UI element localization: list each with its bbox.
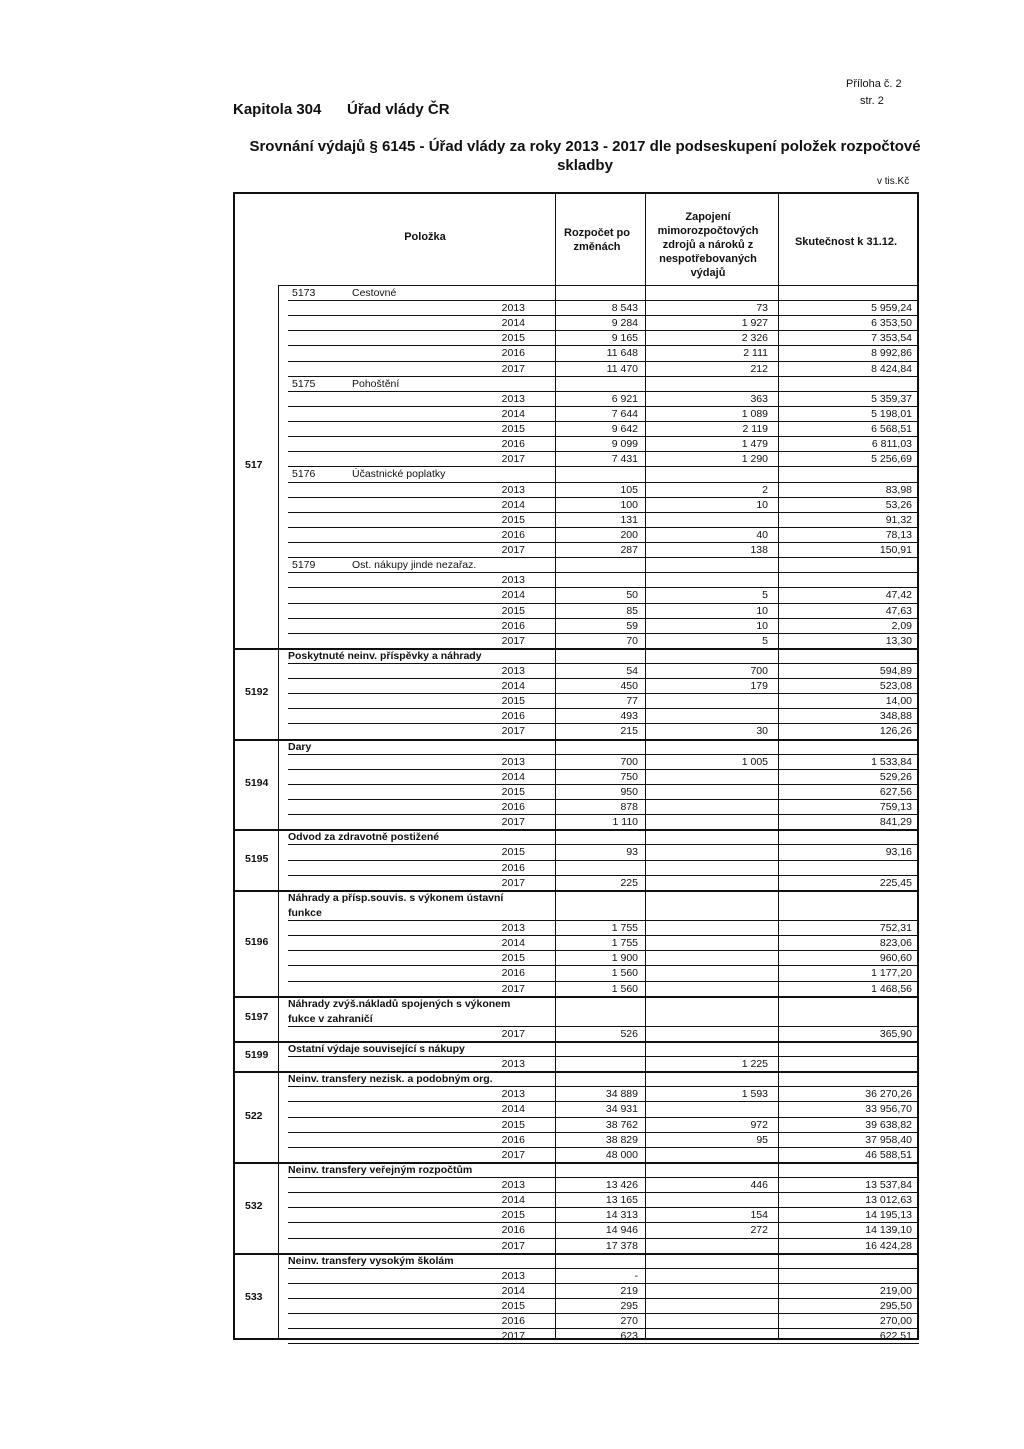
column-header-item: Položka: [404, 231, 446, 243]
actual-cell: 13,30: [885, 634, 912, 647]
year-cell: 2013: [501, 392, 525, 405]
year-cell: 2016: [501, 1133, 525, 1146]
budget-cell: 7 644: [611, 407, 638, 420]
item-name-continued: funkce: [288, 906, 322, 919]
actual-cell: 8 424,84: [871, 362, 912, 375]
year-cell: 2014: [501, 1103, 525, 1116]
year-cell: 2016: [501, 710, 525, 723]
year-cell: 2016: [501, 1315, 525, 1328]
extra-sources-cell: 212: [750, 362, 768, 375]
year-cell: 2016: [501, 1224, 525, 1237]
year-cell: 2015: [501, 952, 525, 965]
budget-cell: 70: [626, 634, 638, 647]
budget-cell: 1 110: [612, 816, 638, 829]
group-code: 532: [245, 1200, 263, 1213]
budget-cell: 38 829: [605, 1133, 638, 1146]
actual-cell: 295,50: [879, 1300, 912, 1313]
group-code: 517: [245, 459, 263, 472]
year-cell: 2016: [501, 438, 525, 451]
item-code: 5175: [292, 377, 316, 390]
budget-cell: 9 165: [611, 332, 638, 345]
year-cell: 2013: [501, 483, 525, 496]
year-cell: 2013: [501, 302, 525, 315]
budget-cell: 14 313: [605, 1209, 638, 1222]
actual-cell: 752,31: [879, 922, 912, 935]
budget-cell: 623: [620, 1330, 638, 1343]
budget-cell: 526: [620, 1027, 638, 1040]
budget-cell: 1 560: [611, 967, 638, 980]
actual-cell: 33 956,70: [865, 1103, 912, 1116]
budget-cell: 14 946: [605, 1224, 638, 1237]
extra-sources-cell: 446: [750, 1179, 768, 1192]
actual-cell: 126,26: [879, 725, 912, 738]
actual-cell: 83,98: [885, 483, 912, 496]
extra-sources-cell: 1 479: [741, 438, 768, 451]
item-code: 5173: [292, 287, 316, 299]
year-cell: 2017: [501, 1330, 525, 1343]
budget-cell: 750: [620, 770, 638, 783]
item-name: Náhrady a přísp.souvis. s výkonem ústavní: [288, 891, 504, 904]
extra-sources-cell: 10: [756, 604, 768, 617]
column-header-extra-sources: Zapojení mimorozpočtových zdrojů a nároků z nespotřebovaných výdajů: [657, 211, 759, 279]
group-column-divider: [278, 285, 279, 1340]
item-name: Dary: [288, 740, 312, 753]
year-cell: 2014: [501, 770, 525, 783]
group-divider: [233, 739, 919, 741]
group-code: 533: [245, 1291, 263, 1304]
actual-cell: 1 177,20: [871, 967, 912, 980]
year-cell: 2013: [501, 922, 525, 935]
extra-sources-cell: 138: [750, 544, 768, 557]
extra-sources-cell: 2 119: [742, 423, 768, 436]
actual-cell: 1 533,84: [871, 755, 912, 768]
actual-cell: 8 992,86: [871, 347, 912, 360]
budget-cell: 700: [620, 755, 638, 768]
extra-sources-cell: 154: [750, 1209, 768, 1222]
actual-cell: 91,32: [885, 513, 912, 526]
year-cell: 2017: [501, 1148, 525, 1161]
year-cell: 2014: [501, 317, 525, 330]
actual-cell: 2,09: [891, 619, 912, 632]
item-name: Neinv. transfery veřejným rozpočtům: [288, 1163, 473, 1176]
budget-cell: 1 900: [611, 952, 638, 965]
group-code: 5195: [245, 852, 269, 865]
budget-cell: 54: [626, 665, 638, 677]
actual-cell: 6 353,50: [871, 317, 912, 330]
budget-cell: 11 470: [606, 362, 638, 375]
actual-cell: 6 811,03: [871, 438, 912, 451]
actual-cell: 13 537,84: [865, 1179, 912, 1192]
year-cell: 2013: [501, 755, 525, 768]
actual-cell: 348,88: [879, 710, 912, 723]
budget-cell: 13 165: [605, 1194, 638, 1207]
item-code: 5179: [292, 559, 316, 572]
actual-cell: 46 588,51: [865, 1148, 912, 1161]
year-cell: 2014: [501, 680, 525, 693]
budget-cell: 8 543: [611, 302, 638, 315]
year-cell: 2017: [501, 634, 525, 647]
extra-sources-cell: 10: [756, 619, 768, 632]
column-header-actual: Skutečnost k 31.12.: [794, 236, 898, 248]
budget-cell: 950: [620, 785, 638, 798]
extra-sources-cell: 2 326: [741, 332, 768, 345]
budget-cell: 1 755: [611, 922, 638, 935]
year-cell: 2016: [501, 347, 525, 360]
budget-cell: 9 099: [611, 438, 638, 451]
budget-cell: 131: [620, 513, 638, 526]
year-cell: 2016: [501, 528, 525, 541]
actual-cell: 1 468,56: [871, 982, 912, 995]
year-cell: 2014: [501, 589, 525, 602]
actual-cell: 365,90: [879, 1027, 912, 1040]
budget-cell: 287: [620, 544, 638, 557]
year-cell: 2014: [501, 407, 525, 420]
budget-cell: 200: [620, 528, 638, 541]
actual-cell: 53,26: [885, 498, 912, 511]
year-cell: 2013: [501, 1269, 525, 1282]
year-cell: 2017: [501, 1239, 525, 1252]
extra-sources-cell: 5: [762, 589, 768, 602]
actual-cell: 523,08: [879, 680, 912, 693]
item-name: Cestovné: [352, 287, 397, 299]
extra-sources-cell: 363: [750, 392, 768, 405]
budget-cell: 450: [620, 680, 638, 693]
actual-cell: 14 139,10: [865, 1224, 912, 1237]
group-code: 5194: [245, 776, 269, 789]
year-cell: 2014: [501, 937, 525, 950]
actual-cell: 5 359,37: [871, 392, 912, 405]
actual-cell: 622,51: [879, 1330, 912, 1343]
year-cell: 2014: [501, 1194, 525, 1207]
actual-cell: 529,26: [879, 770, 912, 783]
year-cell: 2017: [501, 544, 525, 557]
actual-cell: 37 958,40: [865, 1133, 912, 1146]
year-cell: 2015: [501, 604, 525, 617]
year-cell: 2017: [501, 1027, 525, 1040]
actual-cell: 823,06: [879, 937, 912, 950]
budget-cell: 219: [620, 1284, 638, 1297]
budget-cell: 6 921: [611, 392, 638, 405]
attachment-number: Příloha č. 2: [846, 78, 902, 90]
extra-sources-cell: 1 290: [741, 453, 768, 466]
extra-sources-cell: 700: [750, 665, 768, 677]
year-cell: 2017: [501, 725, 525, 738]
budget-cell: 48 000: [605, 1148, 638, 1161]
group-code: 5197: [245, 1011, 269, 1024]
year-cell: 2017: [501, 876, 525, 889]
budget-cell: 11 648: [606, 347, 638, 360]
budget-cell: 85: [626, 604, 638, 617]
year-cell: 2015: [501, 1118, 525, 1131]
budget-cell: 59: [626, 619, 638, 632]
budget-cell: 93: [626, 846, 638, 859]
actual-cell: 627,56: [879, 785, 912, 798]
year-cell: 2015: [501, 1300, 525, 1313]
budget-cell: 13 426: [605, 1179, 638, 1192]
year-cell: 2016: [501, 801, 525, 814]
extra-sources-cell: 2 111: [743, 347, 768, 360]
actual-cell: 13 012,63: [865, 1194, 912, 1207]
actual-cell: 759,13: [879, 801, 912, 814]
year-cell: 2015: [501, 846, 525, 859]
actual-cell: 960,60: [879, 952, 912, 965]
extra-sources-cell: 5: [762, 634, 768, 647]
actual-cell: 5 198,01: [871, 407, 912, 420]
budget-cell: 77: [626, 695, 638, 708]
item-name-continued: fukce v zahraničí: [288, 1012, 373, 1025]
item-name: Pohoštění: [352, 377, 400, 390]
budget-cell: 1 560: [611, 982, 638, 995]
year-cell: 2014: [501, 1284, 525, 1297]
budget-cell: 215: [620, 725, 638, 738]
year-cell: 2015: [501, 785, 525, 798]
item-name: Odvod za zdravotně postižené: [288, 831, 440, 844]
group-code: 522: [245, 1109, 263, 1122]
page-number: str. 2: [860, 95, 884, 107]
actual-cell: 7 353,54: [871, 332, 912, 345]
actual-cell: 6 568,51: [871, 423, 912, 436]
item-name: Neinv. transfery nezisk. a podobným org.: [288, 1073, 493, 1086]
budget-cell: -: [634, 1269, 638, 1282]
actual-cell: 93,16: [885, 846, 912, 859]
extra-sources-cell: 40: [756, 528, 768, 541]
group-code: 5192: [245, 686, 269, 699]
budget-cell: 270: [620, 1315, 638, 1328]
group-code: 5199: [245, 1049, 269, 1062]
year-cell: 2015: [501, 1209, 525, 1222]
actual-cell: 36 270,26: [865, 1088, 912, 1101]
budget-cell: 295: [620, 1300, 638, 1313]
year-cell: 2016: [501, 861, 525, 874]
item-name: Náhrady zvýš.nákladů spojených s výkonem: [288, 997, 511, 1010]
actual-cell: 225,45: [879, 876, 912, 889]
actual-cell: 14,00: [885, 695, 912, 708]
item-name: Ostatní výdaje související s nákupy: [288, 1043, 465, 1055]
budget-cell: 9 642: [611, 423, 638, 436]
year-cell: 2015: [501, 695, 525, 708]
extra-sources-cell: 73: [756, 302, 768, 315]
actual-cell: 14 195,13: [865, 1209, 912, 1222]
budget-cell: 225: [620, 876, 638, 889]
budget-cell: 100: [620, 498, 638, 511]
extra-sources-cell: 1 927: [741, 317, 768, 330]
extra-sources-cell: 2: [762, 483, 768, 496]
year-cell: 2015: [501, 423, 525, 436]
extra-sources-cell: 1 593: [741, 1088, 768, 1101]
extra-sources-cell: 1 089: [741, 407, 768, 420]
item-name: Účastnické poplatky: [352, 468, 446, 481]
budget-cell: 17 378: [605, 1239, 638, 1252]
year-cell: 2013: [501, 574, 525, 587]
column-header-budget: Rozpočet po změnách: [564, 227, 630, 253]
budget-cell: 34 931: [605, 1103, 638, 1116]
chapter-label: Kapitola 304: [233, 101, 322, 118]
year-cell: 2015: [501, 513, 525, 526]
actual-cell: 47,63: [885, 604, 912, 617]
actual-cell: 594,89: [879, 665, 912, 677]
year-cell: 2017: [501, 816, 525, 829]
extra-sources-cell: 179: [750, 680, 768, 693]
budget-cell: 1 755: [611, 937, 638, 950]
year-cell: 2017: [501, 362, 525, 375]
year-cell: 2013: [501, 665, 525, 677]
office-name: Úřad vlády ČR: [347, 101, 450, 118]
budget-cell: 878: [620, 801, 638, 814]
extra-sources-cell: 1 005: [741, 755, 768, 768]
year-cell: 2016: [501, 619, 525, 632]
actual-cell: 5 256,69: [871, 453, 912, 466]
year-cell: 2014: [501, 498, 525, 511]
year-cell: 2013: [501, 1088, 525, 1101]
extra-sources-cell: 95: [756, 1133, 768, 1146]
extra-sources-cell: 10: [756, 498, 768, 511]
actual-cell: 270,00: [879, 1315, 912, 1328]
actual-cell: 78,13: [885, 528, 912, 541]
group-code: 5196: [245, 935, 269, 948]
extra-sources-cell: 972: [750, 1118, 768, 1131]
year-cell: 2013: [501, 1058, 525, 1071]
document-title: Srovnání výdajů § 6145 - Úřad vlády za roky 2013 - 2017 dle podseskupení položek rozpočtové skladby: [249, 138, 921, 174]
item-code: 5176: [292, 468, 316, 481]
budget-cell: 38 762: [605, 1118, 638, 1131]
budget-cell: 493: [620, 710, 638, 723]
budget-cell: 34 889: [605, 1088, 638, 1101]
year-cell: 2015: [501, 332, 525, 345]
budget-cell: 105: [620, 483, 638, 496]
budget-cell: 50: [626, 589, 638, 602]
row-divider: [288, 1343, 919, 1344]
budget-cell: 9 284: [611, 317, 638, 330]
year-cell: 2017: [501, 982, 525, 995]
item-name: Neinv. transfery vysokým školám: [288, 1254, 454, 1267]
actual-cell: 841,29: [879, 816, 912, 829]
extra-sources-cell: 1 225: [741, 1058, 768, 1071]
year-cell: 2016: [501, 967, 525, 980]
actual-cell: 219,00: [879, 1284, 912, 1297]
actual-cell: 150,91: [879, 544, 912, 557]
budget-cell: 7 431: [611, 453, 638, 466]
item-name: Ost. nákupy jinde nezařaz.: [352, 559, 477, 572]
actual-cell: 47,42: [885, 589, 912, 602]
actual-cell: 39 638,82: [865, 1118, 912, 1131]
year-cell: 2017: [501, 453, 525, 466]
extra-sources-cell: 30: [756, 725, 768, 738]
extra-sources-cell: 272: [750, 1224, 768, 1237]
actual-cell: 16 424,28: [865, 1239, 912, 1252]
unit-label: v tis.Kč: [877, 176, 910, 187]
year-cell: 2013: [501, 1179, 525, 1192]
actual-cell: 5 959,24: [871, 302, 912, 315]
item-name: Poskytnuté neinv. příspěvky a náhrady: [288, 649, 482, 662]
